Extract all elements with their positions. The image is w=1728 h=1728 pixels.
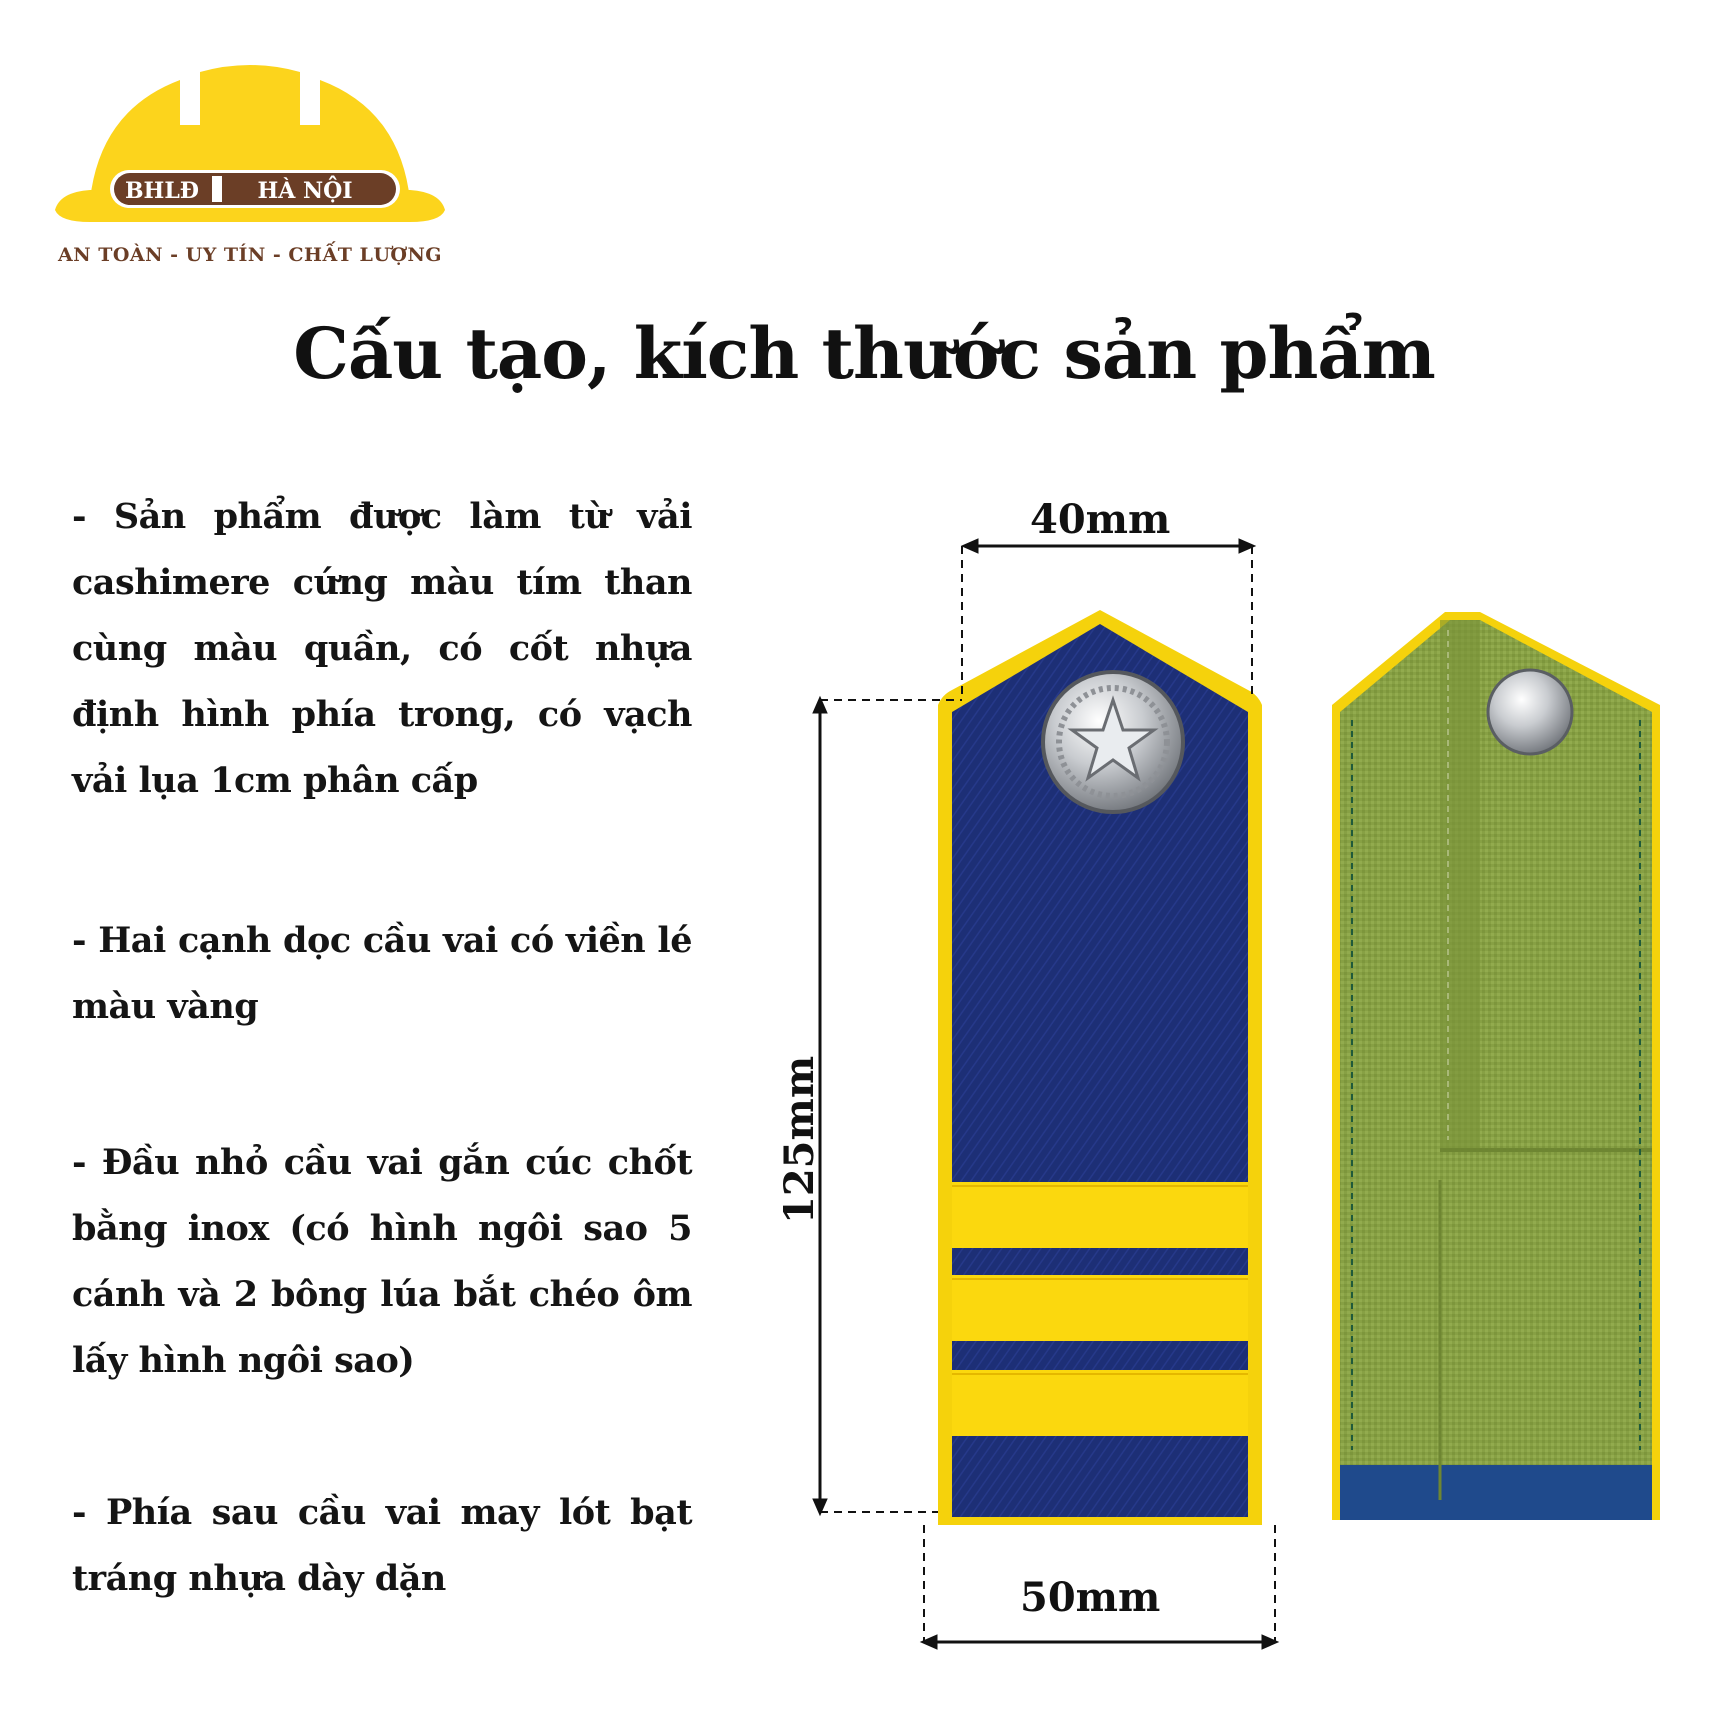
brand-left-text: BHLĐ <box>124 178 200 204</box>
page-title: Cấu tạo, kích thước sản phẩm <box>293 312 1435 395</box>
dimension-bottom-width: 50mm <box>1020 1574 1161 1621</box>
rank-stripe <box>952 1370 1248 1436</box>
rank-stripe <box>952 1275 1248 1341</box>
description-backing: - Phía sau cầu vai may lót bạt tráng nhựa dày dặn <box>72 1492 692 1599</box>
dimension-top-width: 40mm <box>1030 496 1171 543</box>
description-material: - Sản phẩm được làm từ vải cashimere cứng màu tím than cùng màu quần, có cốt nhựa định hình phía trong, có vạch vải lụa 1cm phân cấp <box>72 496 692 801</box>
epaulette-front <box>938 610 1262 1525</box>
description-button: - Đầu nhỏ cầu vai gắn cúc chốt bằng inox (có hình ngôi sao 5 cánh và 2 bông lúa bắt chéo ôm lấy hình ngôi sao) <box>72 1142 692 1381</box>
brand-right-text: HÀ NỘI <box>257 178 353 204</box>
logo-tagline: AN TOÀN - UY TÍN - CHẤT LƯỢNG <box>58 244 443 266</box>
back-button-icon <box>1488 670 1572 754</box>
star-button-icon <box>1043 672 1183 812</box>
rank-stripe <box>952 1182 1248 1248</box>
back-lining <box>1340 1465 1652 1520</box>
description-piping: - Hai cạnh dọc cầu vai có viền lé màu vàng <box>72 920 692 1027</box>
dimension-height: 125mm <box>776 1055 823 1224</box>
epaulette-back <box>1332 612 1660 1520</box>
product-figure <box>760 490 1700 1670</box>
